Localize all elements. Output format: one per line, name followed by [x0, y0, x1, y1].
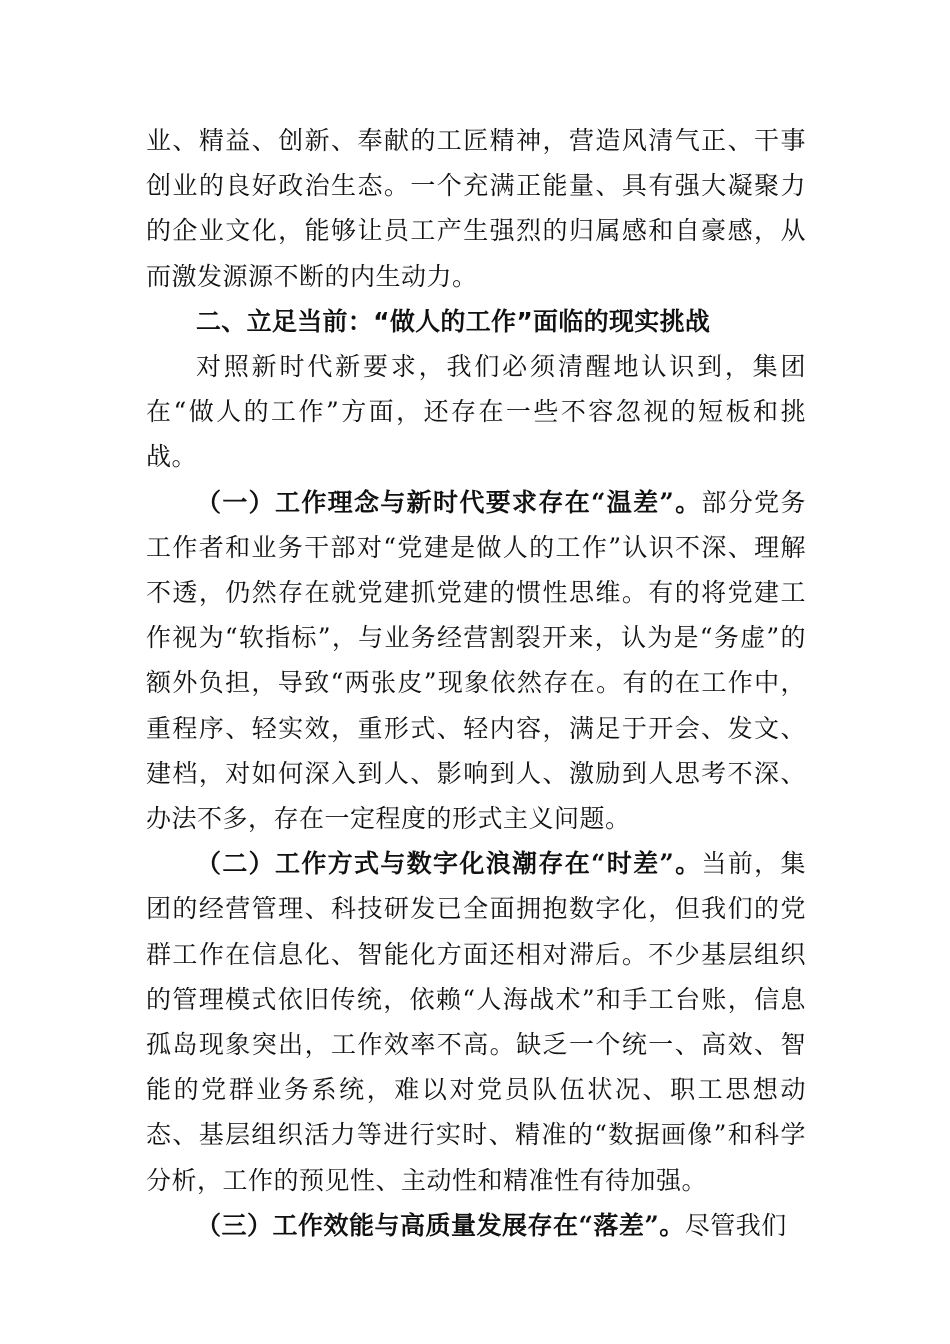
paragraph-item-3	[146, 1203, 806, 1248]
section-heading: 二、立足当前：“做人的工作”面临的现实挑战	[196, 306, 711, 336]
document-body	[146, 118, 806, 1248]
item-1-title: （一）工作理念与新时代要求存在“温差”。	[196, 487, 702, 517]
paragraph-item-2	[146, 841, 806, 1203]
item-1-body: 部分党务工作者和业务干部对“党建是做人的工作”认识不深、理解不透，仍然存在就党建抓党建的惯性思维。有的将党建工作视为“软指标”，与业务经营割裂开来，认为是“务虚”的额外负担，导致“两张皮”现象依然存在。有的在工作中，重程序、轻实效，重形式、轻内容，满足于开会、发文、建档，对如何深入到人、影响到人、激励到人思考不深、办法不多，存在一定程度的形式主义问题。	[146, 487, 806, 834]
paragraph-item-1	[146, 480, 806, 842]
item-3-body: 尽管我们	[684, 1210, 787, 1240]
item-2-title: （二）工作方式与数字化浪潮存在“时差”。	[196, 849, 702, 879]
paragraph-continuation: 业、精益、创新、奉献的工匠精神，营造风清气正、干事创业的良好政治生态。一个充满正能量、具有强大凝聚力的企业文化，能够让员工产生强烈的归属感和自豪感，从而激发源源不断的内生动力。	[146, 126, 806, 291]
paragraph-intro: 对照新时代新要求，我们必须清醒地认识到，集团在“做人的工作”方面，还存在一些不容忽视的短板和挑战。	[146, 352, 806, 472]
item-2-body: 当前，集团的经营管理、科技研发已全面拥抱数字化，但我们的党群工作在信息化、智能化方面还相对滞后。不少基层组织的管理模式依旧传统，依赖“人海战术”和手工台账，信息孤岛现象突出，工作效率不高。缺乏一个统一、高效、智能的党群业务系统，难以对党员队伍状况、职工思想动态、基层组织活力等进行实时、精准的“数据画像”和科学分析，工作的预见性、主动性和精准性有待加强。	[146, 849, 806, 1195]
item-3-title: （三）工作效能与高质量发展存在“落差”。	[196, 1210, 685, 1240]
